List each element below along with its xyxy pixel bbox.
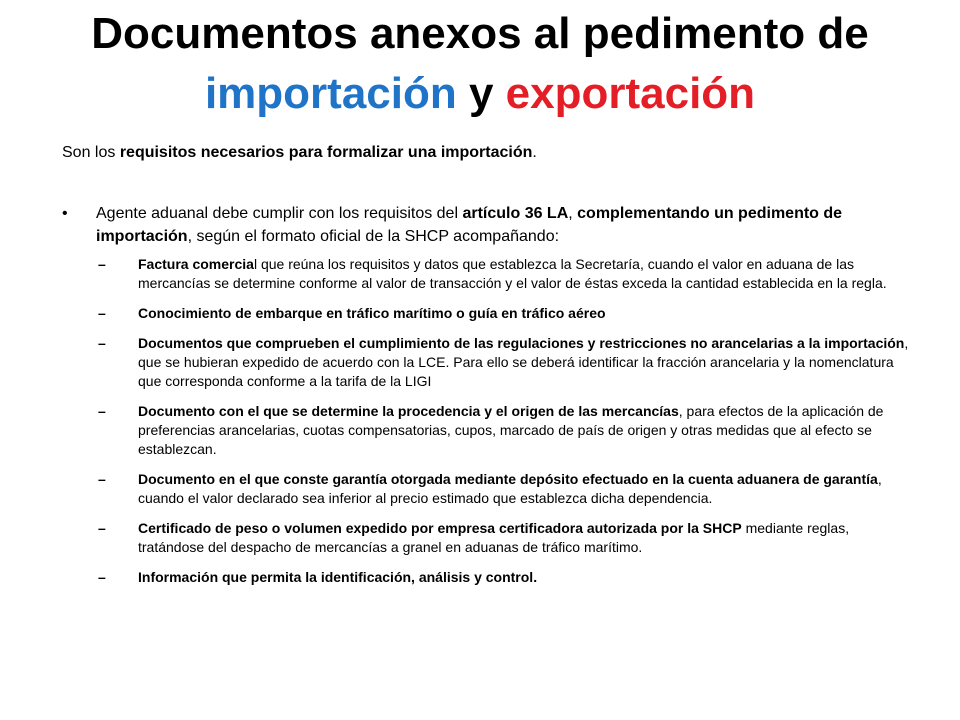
bullet-bold-1: artículo 36 LA [462, 205, 569, 222]
title-word-exportacion: exportación [505, 69, 756, 118]
intro-bold: requisitos necesarios para formalizar una importación [119, 144, 533, 161]
list-item-bold: Factura comercia [138, 256, 254, 272]
bullet-text-3: , según el formato oficial de la SHCP acompañando: [187, 228, 560, 245]
bullet-bold-2: complementando un pedimento de importación [96, 205, 843, 245]
sub-item-list [98, 255, 918, 598]
list-item-bold: Documento en el que conste garantía otorgada mediante depósito efectuado en la cuenta aduanera de garantía [138, 471, 878, 487]
list-item-text: l que reúna los requisitos y datos que establezca la Secretaría, cuando el valor en aduana de las mercancías se determine conforme al valor de transacción y el valor de éstas exceda la cantidad establecida en la regla. [138, 256, 887, 291]
intro-pre: Son los [62, 144, 120, 161]
list-item-bold: Información que permita la identificación, análisis y control. [138, 569, 538, 585]
list-item-text: , que se hubieran expedido de acuerdo con la LCE. Para ello se deberá identificar la fracción arancelaria y la nomenclatura que corresponda conforme a la tarifa de la LIGI [138, 335, 909, 389]
intro-post: . [532, 144, 537, 161]
dash-marker: – [98, 520, 106, 536]
list-item-bold: Certificado de peso o volumen expedido por empresa certificadora autorizada por la SHCP [138, 520, 742, 536]
dash-marker: – [98, 471, 106, 487]
bullet-marker: • [62, 205, 68, 222]
title-conjunction: y [456, 69, 506, 118]
dash-marker: – [98, 569, 106, 585]
list-item [98, 255, 918, 293]
title-word-importacion: importación [204, 69, 457, 118]
list-item [98, 402, 918, 459]
bullet-text-1: Agente aduanal debe cumplir con los requisitos del [96, 205, 463, 222]
list-item-bold: Documentos que comprueben el cumplimiento de las regulaciones y restricciones no arancelarias a la importación [138, 335, 905, 351]
list-item-bold: Conocimiento de embarque en tráfico marítimo o guía en tráfico aéreo [138, 305, 606, 321]
dash-marker: – [98, 403, 106, 419]
list-item-text: , para efectos de la aplicación de preferencias arancelarias, cuotas compensatorias, cupos, marcado de país de origen y otras medidas que al efecto se establezcan. [138, 403, 884, 457]
dash-marker: – [98, 335, 106, 351]
list-item-bold: Documento con el que se determine la procedencia y el origen de las mercancías [138, 403, 679, 419]
slide-title [40, 4, 920, 124]
list-item [98, 470, 918, 508]
title-line-1: Documentos anexos al pedimento de [91, 9, 869, 58]
list-item [98, 568, 918, 587]
list-item [98, 304, 918, 323]
list-item [98, 334, 918, 391]
bullet-text-2: , [568, 205, 578, 222]
main-bullet-text [96, 202, 912, 248]
intro-paragraph [62, 142, 922, 164]
list-item-text: mediante reglas, tratándose del despacho de mercancías a granel en aduanas de tráfico marítimo. [138, 520, 850, 555]
dash-marker: – [98, 305, 106, 321]
list-item [98, 519, 918, 557]
dash-marker: – [98, 256, 106, 272]
list-item-text: , cuando el valor declarado sea inferior al precio estimado que establezca dicha dependencia. [138, 471, 882, 506]
main-bullet [62, 202, 912, 248]
